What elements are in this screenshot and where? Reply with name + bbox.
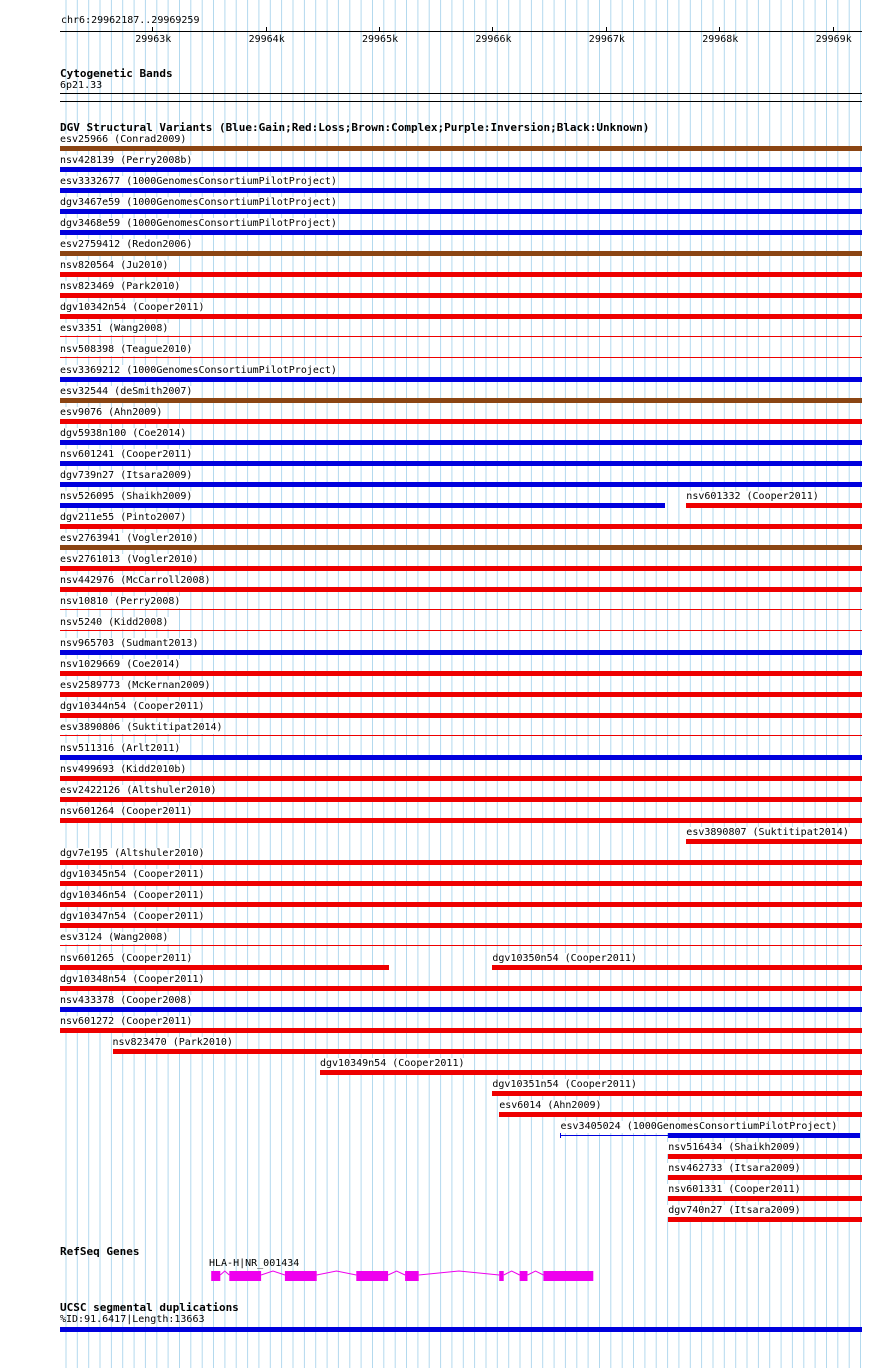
segdup-bar[interactable] (60, 1327, 862, 1332)
sv-bar[interactable] (60, 587, 862, 592)
ruler-axis (60, 31, 862, 32)
sv-label: dgv739n27 (Itsara2009) (60, 470, 193, 481)
sv-bar[interactable] (60, 461, 862, 466)
gene-exon (543, 1271, 593, 1281)
sv-bar[interactable] (60, 440, 862, 445)
sv-bar[interactable] (60, 230, 862, 235)
sv-label: esv3351 (Wang2008) (60, 323, 169, 334)
sv-bar[interactable] (60, 797, 862, 802)
gene-exon (285, 1271, 317, 1281)
sv-bar[interactable] (60, 630, 862, 631)
sv-bar[interactable] (60, 965, 389, 970)
sv-bar[interactable] (60, 293, 862, 298)
sv-bar[interactable] (668, 1154, 862, 1159)
sv-label: nsv601272 (Cooper2011) (60, 1016, 193, 1027)
ruler-tick (833, 27, 834, 32)
segdup-label: %ID:91.6417|Length:13663 (60, 1314, 205, 1325)
ruler-tick (266, 27, 267, 32)
ruler-tick-label: 29965k (362, 34, 399, 45)
sv-label: esv2759412 (Redon2006) (60, 239, 193, 250)
sv-label: nsv508398 (Teague2010) (60, 344, 193, 355)
sv-bar[interactable] (60, 209, 862, 214)
gene-hla-h[interactable] (0, 1268, 890, 1282)
sv-label: dgv10350n54 (Cooper2011) (492, 953, 637, 964)
sv-label: dgv211e55 (Pinto2007) (60, 512, 187, 523)
sv-bar[interactable] (60, 923, 862, 928)
sv-label: esv2589773 (McKernan2009) (60, 680, 211, 691)
sv-bar[interactable] (60, 272, 862, 277)
sv-label: nsv462733 (Itsara2009) (668, 1163, 801, 1174)
gene-intron (261, 1271, 285, 1275)
sv-bar[interactable] (60, 482, 862, 487)
sv-bar[interactable] (60, 566, 862, 571)
sv-bar[interactable] (686, 839, 862, 844)
sv-bar[interactable] (60, 776, 862, 781)
sv-label: dgv10344n54 (Cooper2011) (60, 701, 205, 712)
sv-bar[interactable] (60, 945, 862, 946)
sv-label: esv25966 (Conrad2009) (60, 134, 187, 145)
sv-label: esv2422126 (Altshuler2010) (60, 785, 217, 796)
sv-label: esv3369212 (1000GenomesConsortiumPilotProject) (60, 365, 337, 376)
sv-bar[interactable] (668, 1133, 860, 1138)
ruler-tick (379, 27, 380, 32)
sv-label: nsv5240 (Kidd2008) (60, 617, 169, 628)
ruler-tick (719, 27, 720, 32)
sv-bar[interactable] (60, 881, 862, 886)
sv-bar[interactable] (60, 146, 862, 151)
ruler-tick (492, 27, 493, 32)
sv-label: dgv7e195 (Altshuler2010) (60, 848, 205, 859)
gene-exon (499, 1271, 504, 1281)
sv-bar[interactable] (60, 860, 862, 865)
sv-bar[interactable] (60, 692, 862, 697)
gene-exon (405, 1271, 419, 1281)
sv-bar[interactable] (668, 1175, 862, 1180)
gene-intron (317, 1271, 357, 1275)
sv-label: nsv601264 (Cooper2011) (60, 806, 193, 817)
ruler-tick-label: 29964k (248, 34, 285, 45)
cyto-band-line (60, 93, 862, 94)
sv-label: dgv10348n54 (Cooper2011) (60, 974, 205, 985)
sv-bar[interactable] (60, 671, 862, 676)
sv-label: nsv433378 (Cooper2008) (60, 995, 193, 1006)
gene-intron (528, 1271, 544, 1275)
refseq-track-title: RefSeq Genes (60, 1245, 140, 1258)
sv-bar[interactable] (60, 336, 862, 337)
gene-intron (388, 1271, 405, 1275)
sv-label: nsv511316 (Arlt2011) (60, 743, 181, 754)
sv-bar[interactable] (60, 818, 862, 823)
sv-bar[interactable] (60, 398, 862, 403)
gene-intron (220, 1271, 229, 1275)
sv-label: dgv740n27 (Itsara2009) (668, 1205, 801, 1216)
gene-exon (356, 1271, 388, 1281)
ruler-tick (606, 27, 607, 32)
sv-bar[interactable] (60, 188, 862, 193)
sv-label: dgv10346n54 (Cooper2011) (60, 890, 205, 901)
sv-bar[interactable] (60, 1007, 862, 1012)
sv-label: esv9076 (Ahn2009) (60, 407, 163, 418)
sv-label: nsv965703 (Sudmant2013) (60, 638, 199, 649)
ruler-tick (152, 27, 153, 32)
sv-bar[interactable] (60, 167, 862, 172)
sv-label: nsv823470 (Park2010) (112, 1037, 233, 1048)
sv-label: nsv428139 (Perry2008b) (60, 155, 193, 166)
sv-label: nsv601331 (Cooper2011) (668, 1184, 801, 1195)
sv-label: esv3890807 (Suktitipat2014) (686, 827, 849, 838)
cyto-band-label: 6p21.33 (60, 80, 103, 91)
gene-exon (229, 1271, 261, 1281)
sv-label: dgv10347n54 (Cooper2011) (60, 911, 205, 922)
sv-label: nsv10810 (Perry2008) (60, 596, 181, 607)
sv-bar[interactable] (686, 503, 862, 508)
sv-bar[interactable] (320, 1070, 862, 1075)
sv-label: esv3890806 (Suktitipat2014) (60, 722, 223, 733)
sv-label: nsv601241 (Cooper2011) (60, 449, 193, 460)
ruler-tick-label: 29963k (135, 34, 172, 45)
sv-label: nsv823469 (Park2010) (60, 281, 181, 292)
sv-bar[interactable] (113, 1049, 862, 1054)
sv-label: nsv601265 (Cooper2011) (60, 953, 193, 964)
sv-bar[interactable] (60, 755, 862, 760)
ruler-tick-label: 29967k (588, 34, 625, 45)
sv-bar[interactable] (60, 902, 862, 907)
sv-label: nsv499693 (Kidd2010b) (60, 764, 187, 775)
sv-bar[interactable] (60, 524, 862, 529)
sv-bar[interactable] (60, 503, 665, 508)
sv-label: esv2761013 (Vogler2010) (60, 554, 199, 565)
sv-label: esv32544 (deSmith2007) (60, 386, 193, 397)
sv-label: nsv820564 (Ju2010) (60, 260, 169, 271)
sv-label: dgv3467e59 (1000GenomesConsortiumPilotProject) (60, 197, 337, 208)
sv-bar[interactable] (60, 314, 862, 319)
sv-bar[interactable] (499, 1112, 862, 1117)
sv-bar[interactable] (60, 251, 862, 256)
cyto-track-title: Cytogenetic Bands (60, 67, 173, 80)
sv-label: nsv442976 (McCarroll2008) (60, 575, 211, 586)
sv-bar[interactable] (60, 377, 862, 382)
sv-bar[interactable] (60, 609, 862, 610)
gene-exon (211, 1271, 220, 1281)
sv-label: dgv5938n100 (Coe2014) (60, 428, 187, 439)
gene-label: HLA-H|NR_001434 (209, 1258, 300, 1269)
sv-bar[interactable] (60, 713, 862, 718)
sv-bar[interactable] (60, 357, 862, 358)
sv-bar-thin[interactable] (560, 1135, 668, 1136)
sv-label: esv2763941 (Vogler2010) (60, 533, 199, 544)
gene-exon (520, 1271, 528, 1281)
sv-bar[interactable] (492, 965, 862, 970)
sv-bar-cap (560, 1133, 561, 1138)
ruler-position: chr6:29962187..29969259 (61, 15, 200, 26)
gene-intron (419, 1271, 500, 1275)
sv-label: nsv1029669 (Coe2014) (60, 659, 181, 670)
sv-label: nsv526095 (Shaikh2009) (60, 491, 193, 502)
sv-label: dgv10349n54 (Cooper2011) (320, 1058, 465, 1069)
ruler-tick-label: 29968k (702, 34, 739, 45)
sv-label: nsv601332 (Cooper2011) (686, 491, 819, 502)
sv-label: esv3405024 (1000GenomesConsortiumPilotProject) (560, 1121, 838, 1132)
sv-label: esv3124 (Wang2008) (60, 932, 169, 943)
sv-label: nsv516434 (Shaikh2009) (668, 1142, 801, 1153)
sv-label: dgv3468e59 (1000GenomesConsortiumPilotProject) (60, 218, 337, 229)
ruler-tick-label: 29966k (475, 34, 512, 45)
sv-bar[interactable] (60, 419, 862, 424)
sv-label: dgv10342n54 (Cooper2011) (60, 302, 205, 313)
sv-bar[interactable] (60, 986, 862, 991)
sv-label: dgv10345n54 (Cooper2011) (60, 869, 205, 880)
sv-bar[interactable] (492, 1091, 862, 1096)
sv-bar[interactable] (60, 735, 862, 736)
sv-label: dgv10351n54 (Cooper2011) (492, 1079, 637, 1090)
ruler-tick-label: 29969k (815, 34, 852, 45)
sv-label: esv6014 (Ahn2009) (499, 1100, 602, 1111)
sv-bar[interactable] (668, 1196, 862, 1201)
segdup-track-title: UCSC segmental duplications (60, 1301, 239, 1314)
dgv-track-title: DGV Structural Variants (Blue:Gain;Red:Loss;Brown:Complex;Purple:Inversion;Black:Unknown) (60, 121, 650, 134)
sv-bar[interactable] (60, 1028, 862, 1033)
gene-intron (504, 1271, 520, 1275)
sv-bar[interactable] (60, 545, 862, 550)
sv-bar[interactable] (60, 650, 862, 655)
sv-bar[interactable] (668, 1217, 862, 1222)
sv-label: esv3332677 (1000GenomesConsortiumPilotProject) (60, 176, 337, 187)
cyto-band-line-lower (60, 101, 862, 102)
